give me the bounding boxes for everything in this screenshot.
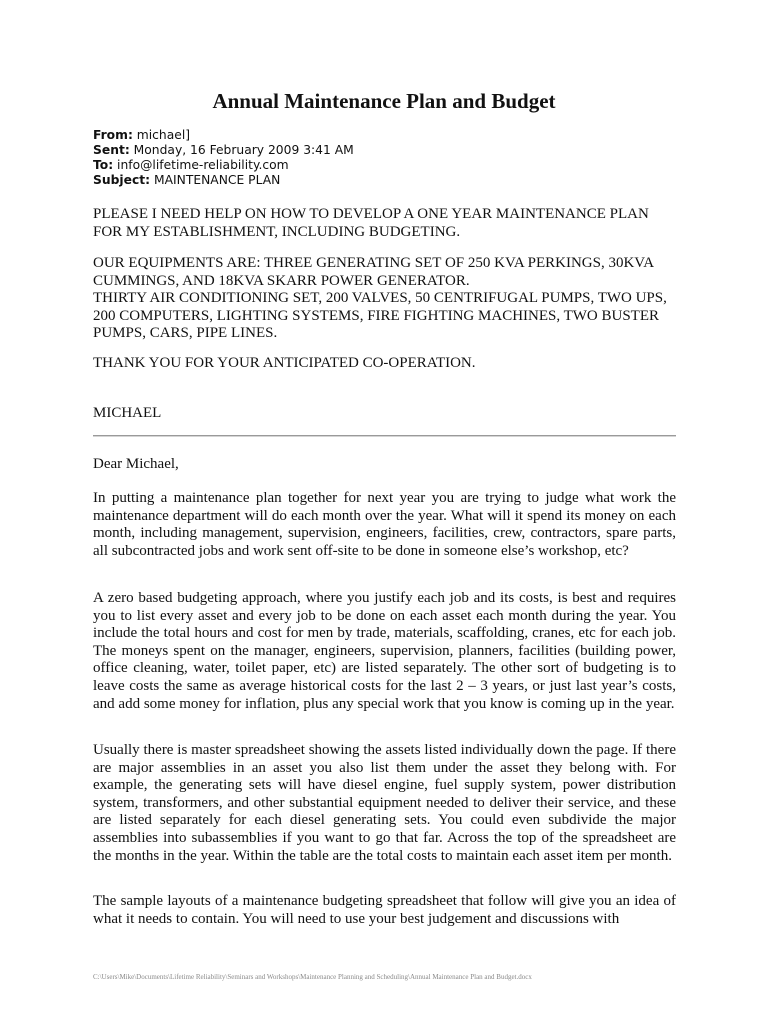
reply-paragraph-4 — [93, 893, 676, 928]
subject-value: MAINTENANCE PLAN — [153, 173, 281, 187]
question-equipment — [93, 255, 676, 343]
paragraph-text: The sample layouts of a maintenance budgeting spreadsheet that follow will give you an idea of what it needs to contain. You will need to use your best judgement and discussions with — [93, 893, 676, 927]
reply-paragraph-3 — [93, 742, 676, 865]
reply-paragraph-2 — [93, 590, 676, 713]
paragraph-text: Usually there is master spreadsheet showing the assets listed individually down the page. If there are major assemblies in an asset you also list them under the asset they belong with. For example, the generating sets will have diesel engine, fuel supply system, power distribution system, transformers, and other substantial equipment needed to deliver their service, and these are listed separately for each diesel generating sets. You could even subdivide the major assemblies into subassemblies if you want to go that far. Across the top of the spreadsheet are the months in the year. Within the table are the total costs to maintain each asset item per month. — [93, 742, 676, 864]
sent-value: Monday, 16 February 2009 3:41 AM — [133, 143, 354, 157]
reply-paragraph-1 — [93, 490, 676, 560]
thanks-text: THANK YOU FOR YOUR ANTICIPATED CO-OPERATION. — [93, 355, 476, 371]
reply-greeting — [93, 456, 676, 474]
to-row — [93, 158, 683, 173]
request-text: PLEASE I NEED HELP ON HOW TO DEVELOP A ONE YEAR MAINTENANCE PLAN FOR MY ESTABLISHMENT, INCLUDING BUDGETING. — [93, 206, 649, 240]
from-label: From: — [93, 128, 133, 142]
to-value: info@lifetime-reliability.com — [117, 158, 289, 172]
email-header — [93, 128, 683, 188]
signature-text: MICHAEL — [93, 405, 162, 421]
sent-label: Sent: — [93, 143, 130, 157]
question-thanks — [93, 355, 676, 373]
from-row — [93, 128, 683, 143]
to-label: To: — [93, 158, 114, 172]
paragraph-text: In putting a maintenance plan together for next year you are trying to judge what work the maintenance department will do each month over the year. What will it spend its money on each month, including management, supervision, engineers, facilities, crew, contractors, spare parts, all subcontracted jobs and work sent off-site to be done in someone else’s workshop, etc? — [93, 490, 676, 559]
question-signature — [93, 405, 676, 423]
document-title: Annual Maintenance Plan and Budget — [212, 89, 556, 113]
footer-file-path: C:\Users\Mike\Documents\Lifetime Reliability\Seminars and Workshops\Maintenance Planning and Scheduling\Annual Maintenance Plan and Budget.docx — [93, 973, 532, 981]
greeting-text: Dear Michael, — [93, 456, 179, 472]
subject-row — [93, 173, 683, 188]
question-request — [93, 206, 676, 241]
equipment-line-2: THIRTY AIR CONDITIONING SET, 200 VALVES, 50 CENTRIFUGAL PUMPS, TWO UPS, 200 COMPUTERS, LIGHTING SYSTEMS, FIRE FIGHTING MACHINES, TWO BUSTER PUMPS, CARS, PIPE LINES. — [93, 290, 667, 342]
equipment-line-1: OUR EQUIPMENTS ARE: THREE GENERATING SET OF 250 KVA PERKINGS, 30KVA CUMMINGS, AND 18KVA SKARR POWER GENERATOR. — [93, 255, 654, 289]
paragraph-text: A zero based budgeting approach, where you justify each job and its costs, is best and requires you to list every asset and every job to be done on each asset each month during the year. You include the total hours and cost for men by trade, materials, scaffolding, cranes, etc for each job. The moneys spent on the manager, engineers, supervision, planners, facilities (building power, office cleaning, water, toilet paper, etc) are listed separately. The other sort of budgeting is to leave costs the same as average historical costs for the last 2 – 3 years, or just last year’s costs, and add some money for inflation, plus any special work that you know is coming up in the year. — [93, 590, 676, 712]
section-divider — [93, 435, 676, 437]
from-value: michael] — [136, 128, 191, 142]
subject-label: Subject: — [93, 173, 151, 187]
sent-row — [93, 143, 683, 158]
